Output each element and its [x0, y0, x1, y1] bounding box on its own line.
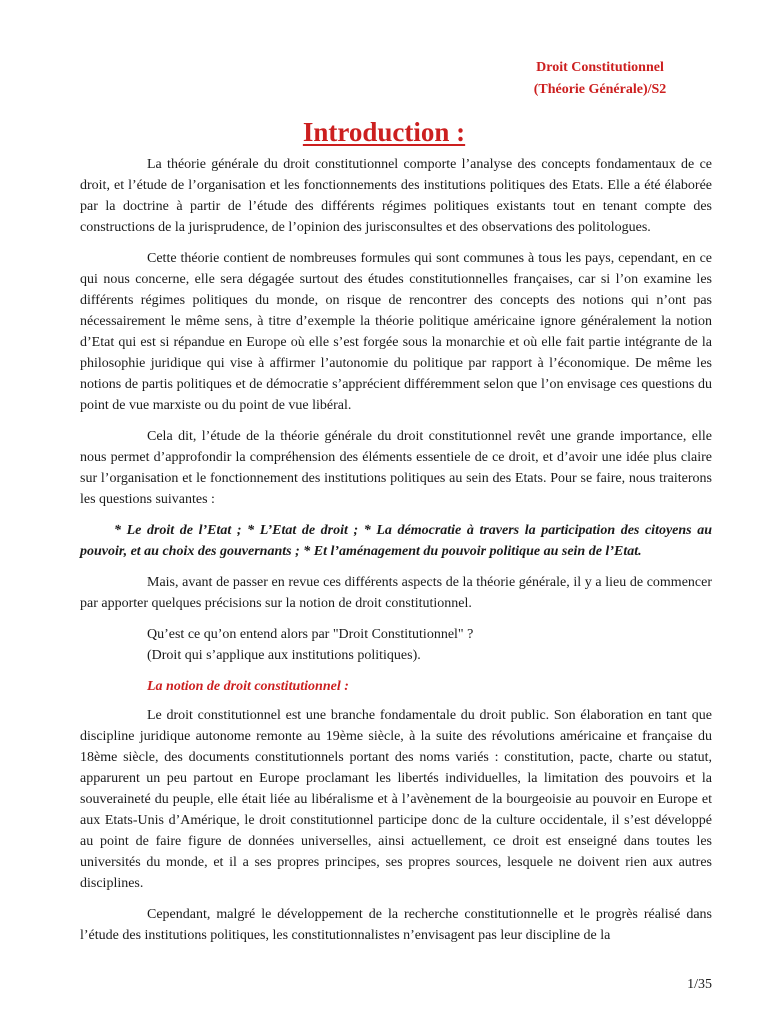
course-header — [500, 57, 700, 101]
course-title: Droit Constitutionnel — [536, 60, 664, 75]
page-number: 1/35 — [687, 977, 712, 992]
paragraph-6: Cependant, malgré le développement de la recherche constitutionnelle et le progrès réalisé dans l’étude des institutions politiques, les constitutionnalistes n’envisagent pas leur discipline de la — [80, 907, 712, 943]
course-subtitle: (Théorie Générale)/S2 — [533, 82, 667, 97]
paragraph-5: Le droit constitutionnel est une branche fondamentale du droit public. Son élaboration en tant que discipline juridique autonome remonte au 19ème siècle, à la suite des révolutions américaine et française du 18ème siècle, des documents constitutionnels portant des noms variés : constitution, pacte, charte ou statut, apparurent un peu partout en Europe proclamant les libertés individuelles, la limitation des pouvoirs et la souveraineté du peuple, elle était liée au libéralisme et à l’avènement de la bourgeoisie au pouvoir en Europe et aux Etats-Unis d’Amérique, le droit constitutionnel participe donc de la culture occidentale, il s’est développé au point de faire figure de données universelles, ainsi actuellement, ce droit est enseigné dans toutes les universités du monde, et il a ses propres principes, ses propres sources, lesquele ne doivent rien aux autres disciplines. — [80, 708, 712, 891]
paragraph-1: La théorie générale du droit constitutionnel comporte l’analyse des concepts fondamentaux de ce droit, et l’étude de l’organisation et les fonctionnements des institutions politiques des Etats. Elle a été élaborée par la doctrine à partir de l’étude des différents régimes politiques existants tout en tenant compte des constructions de la jurisprudence, de l’opinion des jurisconsultes et des observations des politologues. — [80, 157, 712, 235]
answer-line: (Droit qui s’applique aux institutions politiques). — [147, 648, 421, 663]
document-body — [80, 154, 712, 956]
page-title: Introduction : — [302, 117, 466, 147]
section-subheading: La notion de droit constitutionnel : — [147, 679, 349, 694]
paragraph-4: Mais, avant de passer en revue ces différents aspects de la théorie générale, il y a lieu de commencer par apporter quelques précisions sur la notion de droit constitutionnel. — [80, 575, 712, 611]
paragraph-3: Cela dit, l’étude de la théorie générale du droit constitutionnel revêt une grande importance, elle nous permet d’approfondir la compréhension des éléments essentiele de ce droit, et d’avoir une idée plus claire sur l’organisation et le fonctionnement des institutions politiques au sein des Etats. Pour se faire, nous traiterons les questions suivantes : — [80, 429, 712, 507]
question-line: Qu’est ce qu’on entend alors par "Droit Constitutionnel" ? — [147, 627, 474, 642]
topics-list: * Le droit de l’Etat ; * L’Etat de droit ; * La démocratie à travers la participation des citoyens au pouvoir, et au choix des gouvernants ; * Et l’aménagement du pouvoir politique au sein de l’Etat. — [80, 523, 712, 559]
paragraph-2: Cette théorie contient de nombreuses formules qui sont communes à tous les pays, cependant, en ce qui nous concerne, elle sera dégagée surtout des études constitutionnelles françaises, car si l’on examine les différents régimes politiques du monde, on risque de rencontrer des concepts des notions qui n’ont pas nécessairement le même sens, à titre d’exemple la théorie politique américaine ignore généralement la notion d’Etat qui est si répandue en Europe où elle s’est forgée sous la monarchie et où elle fait partie intégrante de la philosophie juridique qui vise à affirmer l’autonomie du politique par rapport à l’économique. De même les notions de partis politiques et de démocratie s’apprécient différemment selon que l’on envisage ces questions du point de vue marxiste ou du point de vue libéral. — [80, 251, 712, 413]
